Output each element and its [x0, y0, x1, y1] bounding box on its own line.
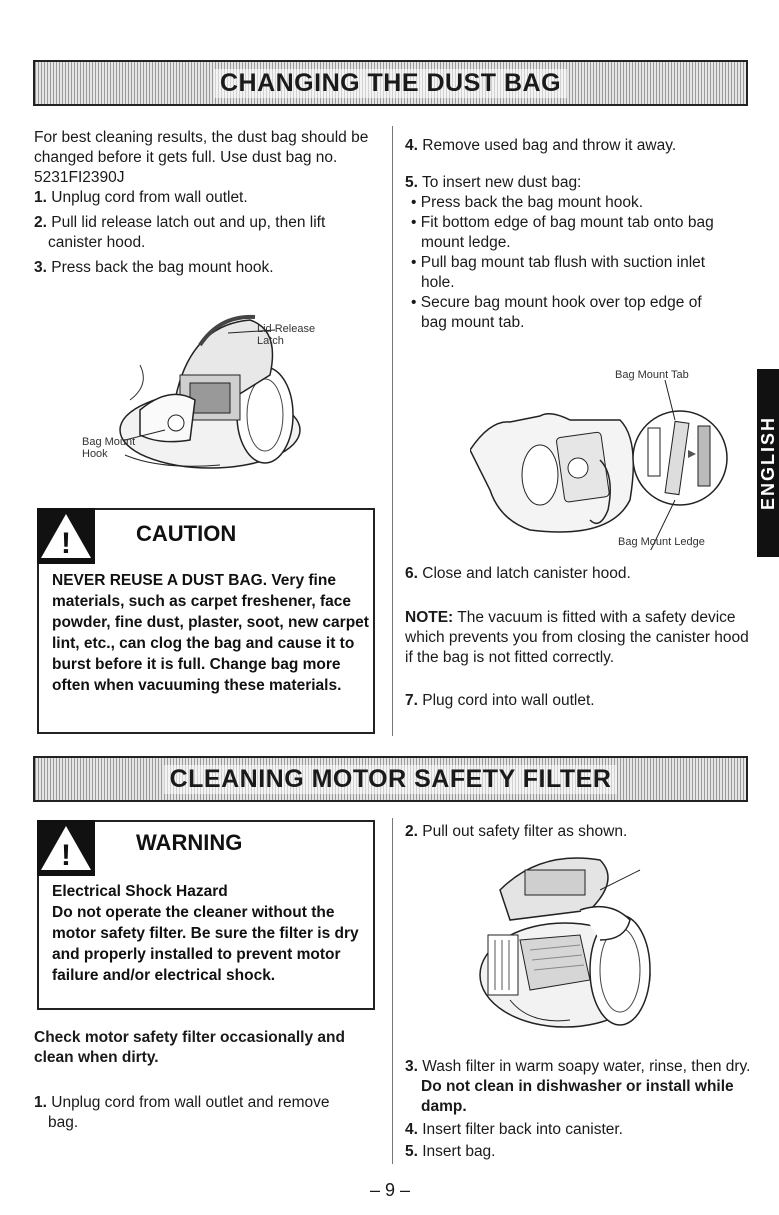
intro-paragraph [34, 128, 374, 188]
warning-title: WARNING [136, 830, 243, 855]
step-item: 2. Pull lid release latch out and up, then lift canister hood. [34, 214, 326, 251]
list-item: • Press back the bag mount hook. [411, 194, 644, 211]
section2-step-5: 5. Insert bag. [405, 1143, 496, 1160]
warning-body: Electrical Shock Hazard Do not operate the cleaner without the motor safety filter. Be sure the filter is dry and properly installed to prevent motor failure and/or electrical shock. [52, 883, 359, 984]
language-side-tab: ENGLISH [757, 369, 779, 557]
note-paragraph: NOTE: The vacuum is fitted with a safety device which prevents you from closing the canister hood if the bag is not fitted correctly. [405, 609, 749, 666]
warning-triangle-panel [37, 820, 95, 876]
list-item: • Fit bottom edge of bag mount tab onto bag mount ledge. [411, 214, 714, 251]
list-item: • Secure bag mount hook over top edge of bag mount tab. [411, 294, 702, 331]
check-filter-text: Check motor safety filter occasionally and clean when dirty. [34, 1029, 345, 1066]
warning-triangle-icon [37, 508, 95, 564]
right-steps [405, 136, 755, 333]
label-bag-mount-tab: Bag Mount Tab [615, 369, 689, 381]
section-banner-dust-bag [33, 60, 748, 106]
column-divider [392, 126, 393, 736]
caution-body: NEVER REUSE A DUST BAG. Very fine materials, such as carpet freshener, face powder, fine dust, plaster, soot, new carpet lint, etc., can clog the bag and cause it to burst before it is full. Change bag more often when vacuuming these materials. [52, 572, 369, 694]
page-number: – 9 – [369, 1180, 411, 1200]
caution-title: CAUTION [136, 521, 237, 546]
bag-mount-illustration [470, 380, 740, 550]
intro-text: For best cleaning results, the dust bag should be changed before it gets full. Use dust bag no. 5231FI2390J [34, 129, 369, 186]
warning-triangle-icon [37, 820, 95, 876]
section2-step-1: 1. Unplug cord from wall outlet and remove bag. [34, 1094, 330, 1131]
section-banner-motor-filter [33, 756, 748, 802]
step-6: 6. Close and latch canister hood. [405, 565, 631, 582]
list-item: • Pull bag mount tab flush with suction inlet hole. [411, 254, 706, 291]
section2-step-4: 4. Insert filter back into canister. [405, 1121, 623, 1138]
label-bag-mount-ledge: Bag Mount Ledge [618, 536, 705, 548]
section-title: CLEANING MOTOR SAFETY FILTER [164, 765, 618, 794]
column-divider [392, 818, 393, 1164]
left-steps [34, 188, 374, 278]
step-7: 7. Plug cord into wall outlet. [405, 692, 595, 709]
svg-text:!: ! [61, 839, 71, 872]
section2-step-3: 3. Wash filter in warm soapy water, rinse, then dry. Do not clean in dishwasher or install while damp. [405, 1058, 751, 1115]
step-item: 3. Press back the bag mount hook. [34, 259, 274, 276]
step-item: 1. Unplug cord from wall outlet. [34, 189, 248, 206]
caution-triangle-panel [37, 508, 95, 564]
svg-text:!: ! [61, 527, 71, 560]
section-title: CHANGING THE DUST BAG [214, 69, 567, 98]
pull-filter-illustration [470, 850, 670, 1035]
label-lid-release: Lid Release Latch [257, 323, 316, 347]
section2-step-2: 2. Pull out safety filter as shown. [405, 823, 628, 840]
step-item: 5. To insert new dust bag: [405, 174, 582, 191]
label-bag-mount-hook: Bag Mount Hook [82, 436, 136, 460]
step-item: 4. Remove used bag and throw it away. [405, 137, 677, 154]
bullet-list [405, 193, 727, 333]
